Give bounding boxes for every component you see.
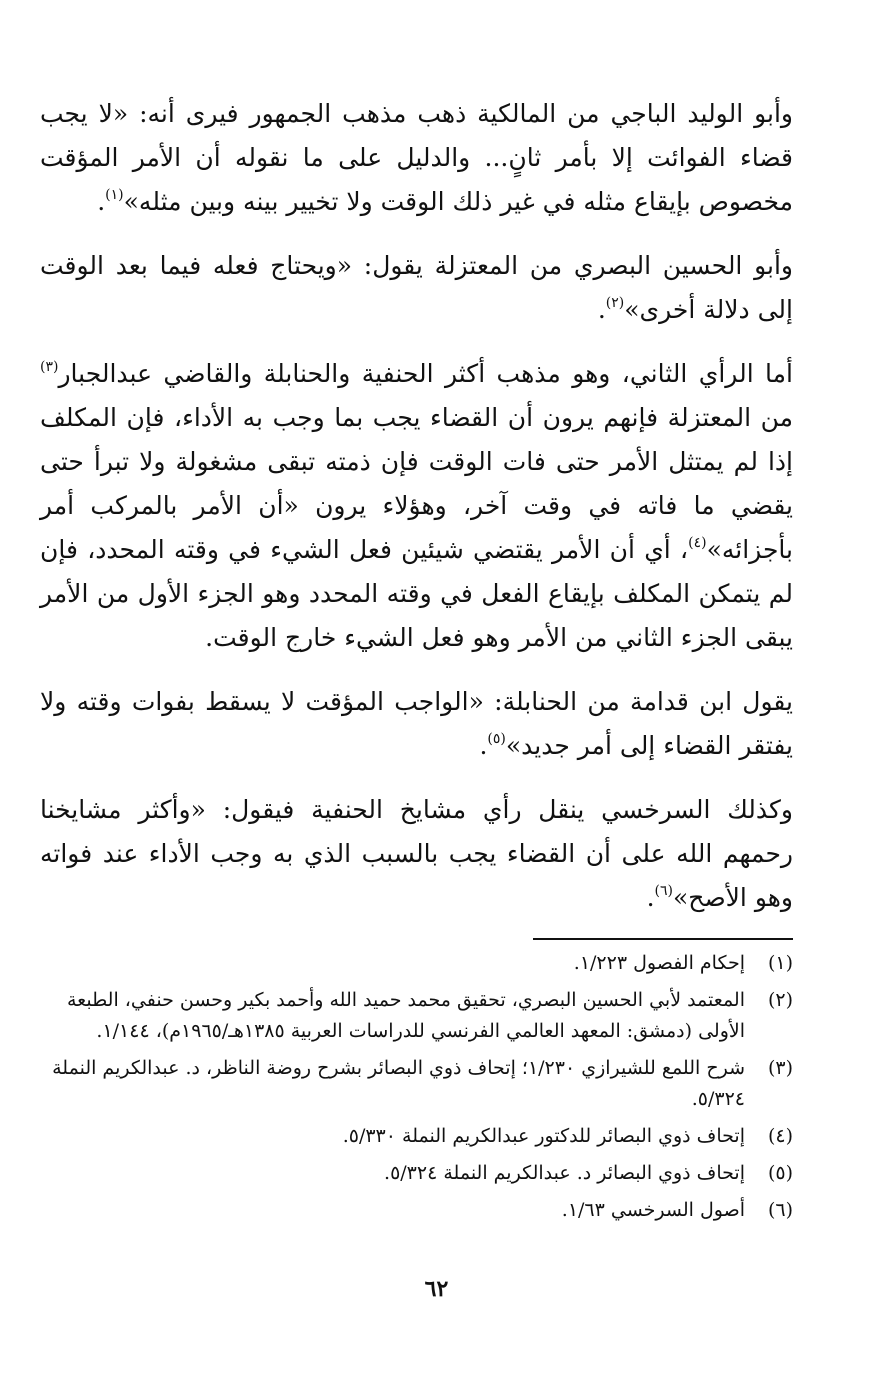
main-text [40,92,793,940]
footnote [40,985,793,1047]
footnote [40,1121,793,1152]
footnote-ref: (٦) [654,882,674,899]
paragraph-second-opinion [40,352,793,660]
footnote-ref: (٥) [487,730,506,747]
paragraph-text: وأبو الوليد الباجي من المالكية ذهب مذهب الجمهور فيرى أنه: «لا يجب قضاء الفوائت إلا بأمر ثانٍ... والدليل على ما نقوله أن الأمر المؤقت مخصوص بإيقاع مثله في غير ذلك الوقت ولا تخيير بينه وبين مثله» [40,99,793,216]
paragraph-text: أما الرأي الثاني، وهو مذهب أكثر الحنفية والحنابلة والقاضي عبدالجبار [58,359,793,388]
footnote-number: (٢) [767,989,793,1011]
footnote [40,1158,793,1189]
paragraph-end: . [597,295,606,324]
paragraph-end: . [479,731,488,760]
footnote-text: إتحاف ذوي البصائر للدكتور عبدالكريم النملة ٥/٣٣٠. [342,1125,745,1147]
footnote-text: إتحاف ذوي البصائر د. عبدالكريم النملة ٥/٣٢٤. [384,1162,745,1184]
footnote [40,948,793,979]
footnote-ref: (١) [105,186,124,203]
footnote-number: (٥) [767,1162,793,1184]
footnote-text: المعتمد لأبي الحسين البصري، تحقيق محمد حميد الله وأحمد بكير وحسن حنفي، الطبعة الأولى (دمشق: المعهد العالمي الفرنسي للدراسات العربية ١٣٨٥هـ/١٩٦٥م)، ١/١٤٤. [67,989,745,1042]
paragraph-text: وأبو الحسين البصري من المعتزلة يقول: «ويحتاج فعله فيما بعد الوقت إلى دلالة أخرى» [40,251,793,324]
footnote-divider [533,938,793,940]
paragraph-text: يقول ابن قدامة من الحنابلة: «الواجب المؤقت لا يسقط بفوات وقته ولا يفتقر القضاء إلى أمر جديد» [40,687,793,760]
footnote [40,1195,793,1226]
footnote-text: شرح اللمع للشيرازي ١/٢٣٠؛ إتحاف ذوي البصائر بشرح روضة الناظر، د. عبدالكريم النملة ٥/٣٢٤. [52,1057,745,1110]
paragraph-al-basri [40,244,793,332]
paragraph-al-sarakhsi [40,788,793,920]
page-number: ٦٢ [424,1276,449,1302]
footnote-ref: (٢) [605,294,625,311]
footnote-ref: (٤) [688,534,707,551]
footnotes [40,948,793,1232]
footnote [40,1053,793,1115]
paragraph-ibn-qudama [40,680,793,768]
paragraph-end: . [646,883,655,912]
paragraph-text: من المعتزلة فإنهم يرون أن القضاء يجب بما وجب به الأداء، فإن المكلف إذا لم يمتثل الأمر حتى فات الوقت فإن ذمته تبقى مشغولة ولا تبرأ حتى يقضي ما فاته في وقت آخر، وهؤلاء يرون «أن الأمر بالمركب أمر بأجزائه» [40,403,793,564]
footnote-number: (١) [767,952,793,974]
footnote-number: (٤) [767,1125,793,1147]
footnote-number: (٦) [767,1199,793,1221]
paragraph-end: . [97,187,106,216]
paragraph-text: ، أي أن الأمر يقتضي شيئين فعل الشيء في وقته المحدد، فإن لم يتمكن المكلف بإيقاع الفعل في وقته المحدد وهو الجزء الأول من الأمر يبقى الجزء الثاني من الأمر وهو فعل الشيء خارج الوقت. [40,535,793,652]
footnote-ref: (٣) [40,358,59,375]
footnote-number: (٣) [767,1057,793,1079]
paragraph-text: وكذلك السرخسي ينقل رأي مشايخ الحنفية فيقول: «وأكثر مشايخنا رحمهم الله على أن القضاء يجب بالسبب الذي به وجب الأداء عند فواته وهو الأصح» [40,795,793,912]
footnote-text: إحكام الفصول ١/٢٢٣. [573,952,745,974]
footnote-text: أصول السرخسي ١/٦٣. [561,1199,745,1221]
paragraph-al-baji [40,92,793,224]
